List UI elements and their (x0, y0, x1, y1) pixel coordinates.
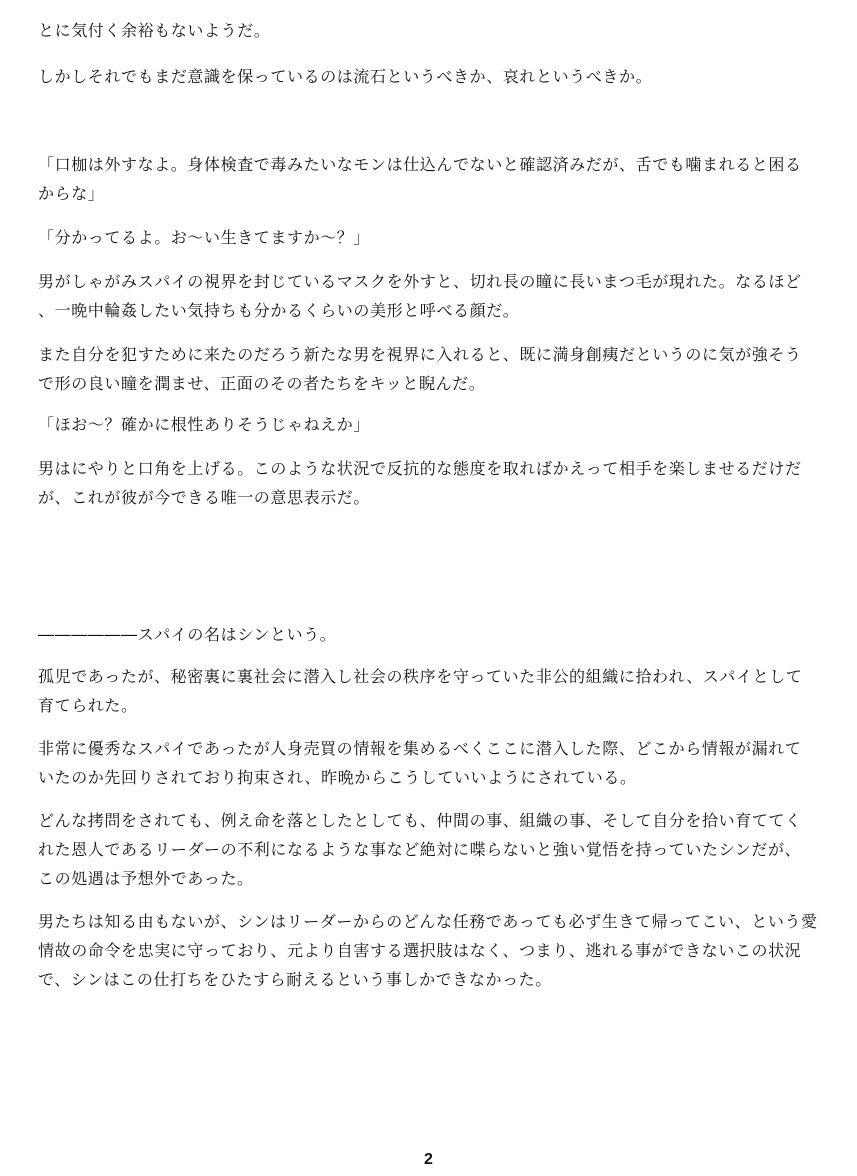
paragraph-2: しかしそれでもまだ意識を保っているのは流石というべきか、哀れというべきか。 (38, 67, 653, 86)
paragraph-10: 孤児であったが、秘密裏に裏社会に潜入し社会の秩序を守っていた非公的組織に拾われ、スパイとして 育てられた。 (38, 667, 803, 715)
paragraph-1: とに気付く余裕もないようだ。 (38, 21, 271, 40)
paragraph-12: どんな拷問をされても、例え命を落としたとしても、仲間の事、組織の事、そして自分を拾い育ててく れた恩人であるリーダーの不利になるような事など絶対に喋らないと強い覚悟を持っていたシンだが、 この処遇は予想外であった。 (38, 811, 802, 888)
paragraph-3: 「口枷は外すなよ。身体検査で毒みたいなモンは仕込んでないと確認済みだが、舌でも噛まれると困る からな」 (38, 155, 802, 203)
paragraph-13: 男たちは知る由もないが、シンはリーダーからのどんな任務であっても必ず生きて帰ってこい、という愛 情故の命令を忠実に守っており、元より自害する選択肢はなく、つまり、逃れる事ができないこの状況 で、シンはこの仕打ちをひたすら耐えるという事しかできなかった。 (38, 912, 818, 989)
paragraph-5: 男がしゃがみスパイの視界を封じているマスクを外すと、切れ長の瞳に長いまつ毛が現れた。なるほど 、一晩中輪姦したい気持ちも分かるくらいの美形と呼べる顔だ。 (38, 272, 802, 320)
paragraph-7: 「ほお～？確かに根性ありそうじゃねえか」 (38, 415, 371, 434)
paragraph-6: また自分を犯すために来たのだろう新たな男を視界に入れると、既に満身創痍だというのに気が強そう で形の良い瞳を潤ませ、正面のその者たちをキッと睨んだ。 (38, 345, 802, 393)
page-number: 2 (424, 1151, 433, 1168)
paragraph-4: 「分かってるよ。お～い生きてますか～？」 (38, 228, 371, 247)
paragraph-8: 男はにやりと口角を上げる。このような状況で反抗的な態度を取ればかえって相手を楽しませるだけだ が、これが彼が今できる唯一の意思表示だ。 (38, 459, 802, 507)
paragraph-11: 非常に優秀なスパイであったが人身売買の情報を集めるべくここに潜入した際、どこから情報が漏れて いたのか先回りされており拘束され、昨晩からこうしていいようにされている。 (38, 739, 802, 787)
paragraph-9: ――――――スパイの名はシンという。 (38, 625, 337, 644)
